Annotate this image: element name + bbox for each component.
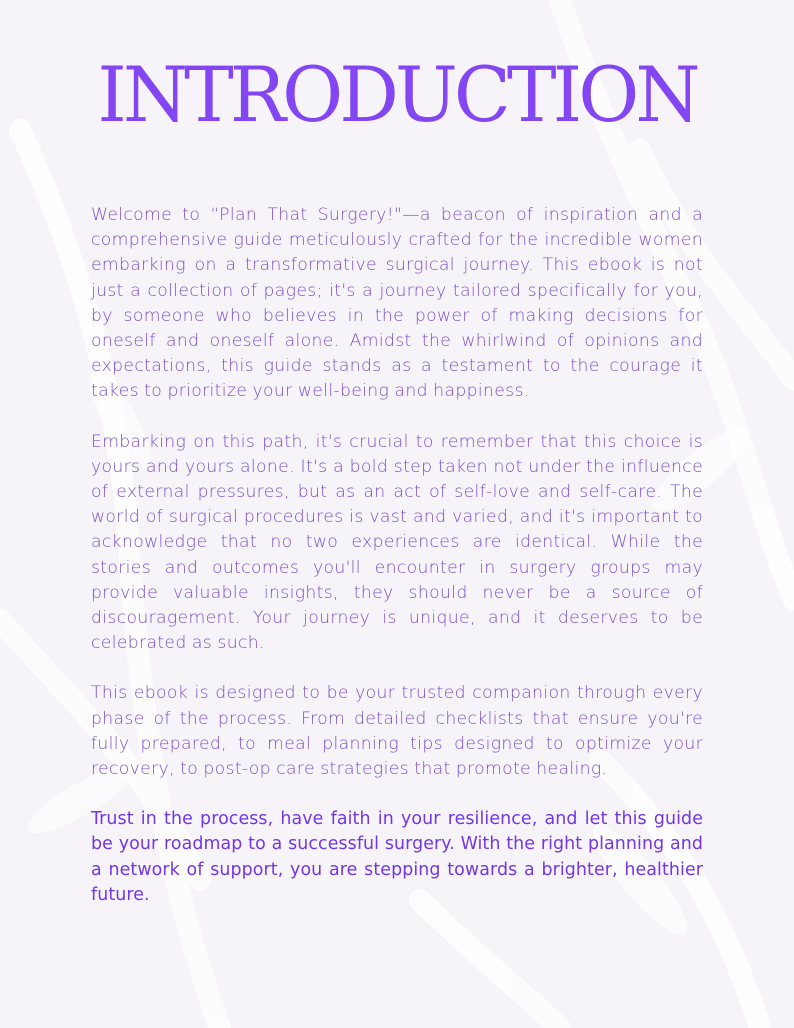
paragraph-path: Embarking on this path, it's crucial to remember that this choice is yours and yours alone. It's a bold step taken not under the influence of external pressures, but as an act of self-love and self-care. The world of surgical procedures is vast and varied, and it's important to acknowledge that no two experiences are identical. While the stories and outcomes you'll encounter in surgery groups may provide valuable insights, they should never be a source of discouragement. Your journey is unique, and it deserves to be celebrated as such.	[91, 431, 703, 654]
paragraph-closing: Trust in the process, have faith in your resilience, and let this guide be your roadmap to a successful surgery. With the right planning and a network of support, you are stepping towards a brighter, healthier future.	[91, 809, 703, 905]
page-title: INTRODUCTION	[97, 50, 697, 139]
intro-body	[91, 203, 703, 933]
paragraph-companion: This ebook is designed to be your trusted companion through every phase of the process. From detailed checklists that ensure you're fully prepared, to meal planning tips designed to optimize your recovery, to post-op care strategies that promote healing.	[91, 683, 703, 780]
paragraph-welcome: Welcome to “Plan That Surgery!"—a beacon of inspiration and a comprehensive guide meticulously crafted for the incredible women embarking on a transformative surgical journey. This ebook is not just a collection of pages; it's a journey tailored specifically for you, by someone who believes in the power of making decisions for oneself and oneself alone. Amidst the whirlwind of opinions and expectations, this guide stands as a testament to the courage it takes to prioritize your well-being and happiness.	[91, 205, 703, 402]
